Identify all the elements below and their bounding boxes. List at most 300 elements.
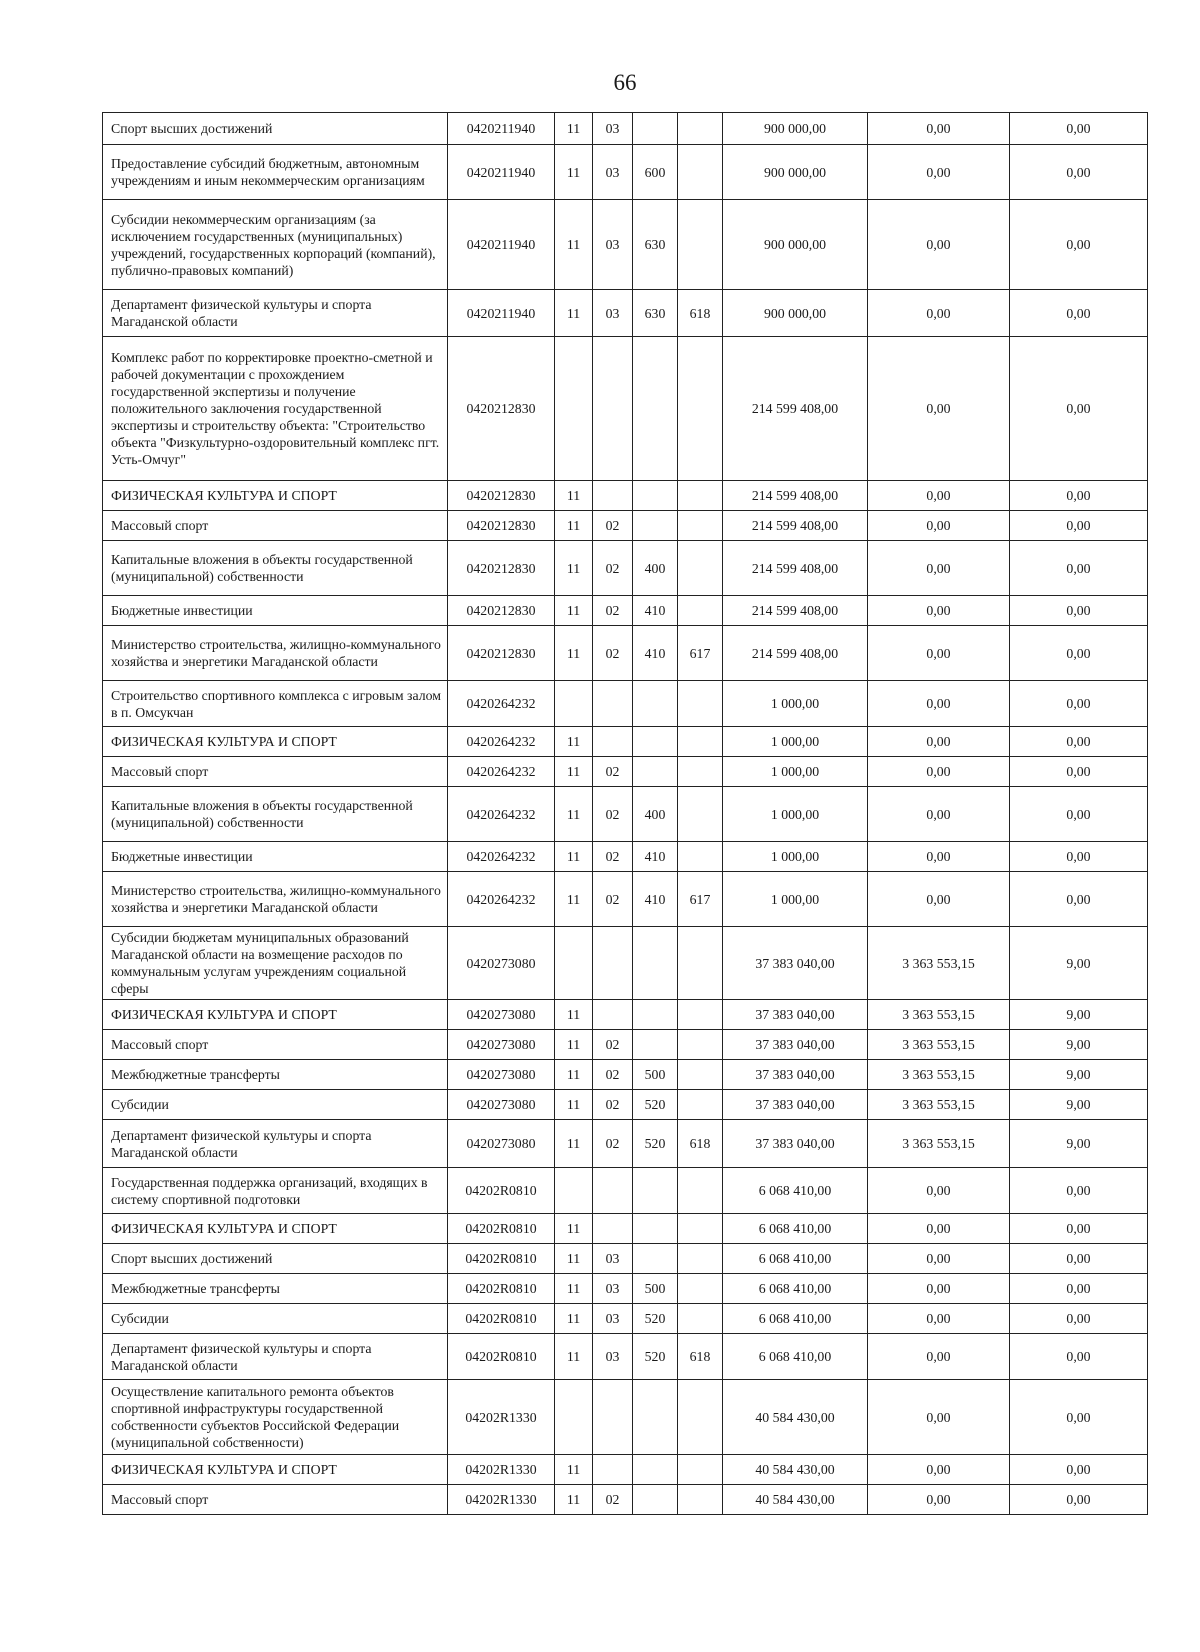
target-article-code-cell: 04202R1330 xyxy=(448,1455,555,1485)
table-row xyxy=(103,1060,1148,1090)
planned-amount-cell: 6 068 410,00 xyxy=(723,1304,868,1334)
table-row xyxy=(103,1380,1148,1455)
planned-amount-cell: 37 383 040,00 xyxy=(723,1090,868,1120)
administrator-code-cell xyxy=(678,727,723,757)
execution-percent-cell: 0,00 xyxy=(1010,1455,1148,1485)
table-row xyxy=(103,727,1148,757)
target-article-code-cell: 0420211940 xyxy=(448,200,555,290)
subsection-code-cell: 02 xyxy=(593,1060,633,1090)
planned-amount-cell: 214 599 408,00 xyxy=(723,337,868,481)
planned-amount-cell: 6 068 410,00 xyxy=(723,1334,868,1380)
section-code-cell: 11 xyxy=(555,1485,593,1515)
row-name-cell: Капитальные вложения в объекты государственной (муниципальной) собственности xyxy=(103,541,448,596)
subsection-code-cell: 03 xyxy=(593,1334,633,1380)
execution-percent-cell: 9,00 xyxy=(1010,927,1148,1000)
executed-amount-cell: 3 363 553,15 xyxy=(868,927,1010,1000)
table-row xyxy=(103,872,1148,927)
budget-table-body xyxy=(103,113,1148,1515)
expense-type-code-cell: 520 xyxy=(633,1120,678,1168)
execution-percent-cell: 0,00 xyxy=(1010,681,1148,727)
row-name-cell: ФИЗИЧЕСКАЯ КУЛЬТУРА И СПОРТ xyxy=(103,481,448,511)
subsection-code-cell: 02 xyxy=(593,757,633,787)
expense-type-code-cell: 520 xyxy=(633,1334,678,1380)
row-name-cell: Министерство строительства, жилищно-коммунального хозяйства и энергетики Магаданской области xyxy=(103,872,448,927)
subsection-code-cell: 03 xyxy=(593,113,633,145)
section-code-cell: 11 xyxy=(555,113,593,145)
subsection-code-cell: 03 xyxy=(593,1244,633,1274)
executed-amount-cell: 0,00 xyxy=(868,200,1010,290)
row-name-cell: Предоставление субсидий бюджетным, автономным учреждениям и иным некоммерческим организациям xyxy=(103,145,448,200)
expense-type-code-cell: 600 xyxy=(633,145,678,200)
subsection-code-cell xyxy=(593,1214,633,1244)
table-row xyxy=(103,1000,1148,1030)
execution-percent-cell: 0,00 xyxy=(1010,596,1148,626)
section-code-cell: 11 xyxy=(555,842,593,872)
executed-amount-cell: 0,00 xyxy=(868,787,1010,842)
planned-amount-cell: 1 000,00 xyxy=(723,757,868,787)
table-row xyxy=(103,596,1148,626)
target-article-code-cell: 04202R0810 xyxy=(448,1214,555,1244)
section-code-cell: 11 xyxy=(555,1060,593,1090)
row-name-cell: Субсидии бюджетам муниципальных образований Магаданской области на возмещение расходов по коммунальным услугам учреждениям социальной сферы xyxy=(103,927,448,1000)
table-row xyxy=(103,1455,1148,1485)
expense-type-code-cell: 410 xyxy=(633,626,678,681)
execution-percent-cell: 0,00 xyxy=(1010,626,1148,681)
subsection-code-cell: 03 xyxy=(593,145,633,200)
expense-type-code-cell xyxy=(633,681,678,727)
table-row xyxy=(103,1030,1148,1060)
execution-percent-cell: 0,00 xyxy=(1010,727,1148,757)
administrator-code-cell xyxy=(678,1000,723,1030)
row-name-cell: Департамент физической культуры и спорта Магаданской области xyxy=(103,1334,448,1380)
section-code-cell: 11 xyxy=(555,626,593,681)
execution-percent-cell: 0,00 xyxy=(1010,113,1148,145)
subsection-code-cell: 02 xyxy=(593,787,633,842)
execution-percent-cell: 0,00 xyxy=(1010,1168,1148,1214)
row-name-cell: Министерство строительства, жилищно-коммунального хозяйства и энергетики Магаданской области xyxy=(103,626,448,681)
row-name-cell: ФИЗИЧЕСКАЯ КУЛЬТУРА И СПОРТ xyxy=(103,727,448,757)
target-article-code-cell: 0420264232 xyxy=(448,872,555,927)
expense-type-code-cell: 400 xyxy=(633,787,678,842)
administrator-code-cell xyxy=(678,1244,723,1274)
section-code-cell xyxy=(555,927,593,1000)
execution-percent-cell: 9,00 xyxy=(1010,1120,1148,1168)
executed-amount-cell: 0,00 xyxy=(868,842,1010,872)
expense-type-code-cell xyxy=(633,757,678,787)
section-code-cell: 11 xyxy=(555,757,593,787)
subsection-code-cell xyxy=(593,727,633,757)
executed-amount-cell: 0,00 xyxy=(868,1455,1010,1485)
administrator-code-cell xyxy=(678,337,723,481)
table-row xyxy=(103,1214,1148,1244)
table-row xyxy=(103,145,1148,200)
subsection-code-cell xyxy=(593,1380,633,1455)
planned-amount-cell: 40 584 430,00 xyxy=(723,1380,868,1455)
administrator-code-cell xyxy=(678,1455,723,1485)
subsection-code-cell: 03 xyxy=(593,1274,633,1304)
subsection-code-cell: 02 xyxy=(593,1030,633,1060)
expense-type-code-cell: 410 xyxy=(633,872,678,927)
planned-amount-cell: 40 584 430,00 xyxy=(723,1455,868,1485)
target-article-code-cell: 0420212830 xyxy=(448,337,555,481)
row-name-cell: Осуществление капитального ремонта объектов спортивной инфраструктуры государственной собственности субъектов Российской Федерации (муниципальной собственности) xyxy=(103,1380,448,1455)
row-name-cell: Массовый спорт xyxy=(103,757,448,787)
subsection-code-cell: 02 xyxy=(593,1120,633,1168)
row-name-cell: Департамент физической культуры и спорта Магаданской области xyxy=(103,1120,448,1168)
target-article-code-cell: 04202R0810 xyxy=(448,1274,555,1304)
row-name-cell: Субсидии некоммерческим организациям (за исключением государственных (муниципальных) учреждений, государственных корпораций (компаний), публично-правовых компаний) xyxy=(103,200,448,290)
planned-amount-cell: 214 599 408,00 xyxy=(723,481,868,511)
executed-amount-cell: 0,00 xyxy=(868,1274,1010,1304)
execution-percent-cell: 0,00 xyxy=(1010,872,1148,927)
execution-percent-cell: 0,00 xyxy=(1010,787,1148,842)
subsection-code-cell: 02 xyxy=(593,626,633,681)
execution-percent-cell: 0,00 xyxy=(1010,1380,1148,1455)
expense-type-code-cell xyxy=(633,1485,678,1515)
executed-amount-cell: 0,00 xyxy=(868,596,1010,626)
subsection-code-cell: 03 xyxy=(593,200,633,290)
administrator-code-cell xyxy=(678,113,723,145)
target-article-code-cell: 0420264232 xyxy=(448,787,555,842)
target-article-code-cell: 04202R1330 xyxy=(448,1380,555,1455)
expense-type-code-cell xyxy=(633,337,678,481)
planned-amount-cell: 37 383 040,00 xyxy=(723,1060,868,1090)
section-code-cell xyxy=(555,337,593,481)
expense-type-code-cell xyxy=(633,927,678,1000)
executed-amount-cell: 0,00 xyxy=(868,481,1010,511)
section-code-cell: 11 xyxy=(555,511,593,541)
table-row xyxy=(103,1244,1148,1274)
section-code-cell: 11 xyxy=(555,1000,593,1030)
administrator-code-cell xyxy=(678,787,723,842)
expense-type-code-cell: 410 xyxy=(633,596,678,626)
expense-type-code-cell: 500 xyxy=(633,1274,678,1304)
target-article-code-cell: 0420264232 xyxy=(448,757,555,787)
table-row xyxy=(103,511,1148,541)
row-name-cell: Межбюджетные трансферты xyxy=(103,1274,448,1304)
target-article-code-cell: 0420273080 xyxy=(448,1120,555,1168)
row-name-cell: Субсидии xyxy=(103,1090,448,1120)
executed-amount-cell: 0,00 xyxy=(868,1244,1010,1274)
section-code-cell: 11 xyxy=(555,1334,593,1380)
row-name-cell: Департамент физической культуры и спорта Магаданской области xyxy=(103,290,448,337)
subsection-code-cell: 03 xyxy=(593,1304,633,1334)
administrator-code-cell: 617 xyxy=(678,626,723,681)
executed-amount-cell: 3 363 553,15 xyxy=(868,1120,1010,1168)
section-code-cell: 11 xyxy=(555,541,593,596)
execution-percent-cell: 9,00 xyxy=(1010,1000,1148,1030)
planned-amount-cell: 1 000,00 xyxy=(723,681,868,727)
section-code-cell: 11 xyxy=(555,787,593,842)
subsection-code-cell: 02 xyxy=(593,541,633,596)
expense-type-code-cell xyxy=(633,1030,678,1060)
executed-amount-cell: 0,00 xyxy=(868,872,1010,927)
execution-percent-cell: 0,00 xyxy=(1010,1485,1148,1515)
table-row xyxy=(103,113,1148,145)
planned-amount-cell: 40 584 430,00 xyxy=(723,1485,868,1515)
expense-type-code-cell xyxy=(633,1380,678,1455)
planned-amount-cell: 214 599 408,00 xyxy=(723,511,868,541)
target-article-code-cell: 0420264232 xyxy=(448,727,555,757)
administrator-code-cell xyxy=(678,1380,723,1455)
administrator-code-cell xyxy=(678,1485,723,1515)
administrator-code-cell xyxy=(678,1168,723,1214)
expense-type-code-cell xyxy=(633,1244,678,1274)
planned-amount-cell: 6 068 410,00 xyxy=(723,1168,868,1214)
subsection-code-cell: 02 xyxy=(593,842,633,872)
target-article-code-cell: 04202R0810 xyxy=(448,1244,555,1274)
table-row xyxy=(103,337,1148,481)
target-article-code-cell: 04202R1330 xyxy=(448,1485,555,1515)
administrator-code-cell xyxy=(678,1214,723,1244)
administrator-code-cell xyxy=(678,596,723,626)
expense-type-code-cell: 630 xyxy=(633,290,678,337)
execution-percent-cell: 0,00 xyxy=(1010,145,1148,200)
executed-amount-cell: 3 363 553,15 xyxy=(868,1090,1010,1120)
administrator-code-cell xyxy=(678,1060,723,1090)
target-article-code-cell: 0420264232 xyxy=(448,842,555,872)
row-name-cell: Массовый спорт xyxy=(103,511,448,541)
expense-type-code-cell xyxy=(633,481,678,511)
target-article-code-cell: 0420212830 xyxy=(448,541,555,596)
section-code-cell: 11 xyxy=(555,145,593,200)
table-row xyxy=(103,1168,1148,1214)
target-article-code-cell: 0420212830 xyxy=(448,596,555,626)
section-code-cell: 11 xyxy=(555,727,593,757)
execution-percent-cell: 0,00 xyxy=(1010,511,1148,541)
table-row xyxy=(103,787,1148,842)
row-name-cell: Капитальные вложения в объекты государственной (муниципальной) собственности xyxy=(103,787,448,842)
administrator-code-cell: 618 xyxy=(678,1120,723,1168)
executed-amount-cell: 0,00 xyxy=(868,681,1010,727)
row-name-cell: Межбюджетные трансферты xyxy=(103,1060,448,1090)
target-article-code-cell: 0420212830 xyxy=(448,511,555,541)
target-article-code-cell: 04202R0810 xyxy=(448,1334,555,1380)
executed-amount-cell: 3 363 553,15 xyxy=(868,1030,1010,1060)
planned-amount-cell: 214 599 408,00 xyxy=(723,596,868,626)
section-code-cell: 11 xyxy=(555,1090,593,1120)
administrator-code-cell xyxy=(678,1030,723,1060)
page-number: 66 xyxy=(613,70,637,95)
administrator-code-cell xyxy=(678,681,723,727)
table-row xyxy=(103,541,1148,596)
planned-amount-cell: 900 000,00 xyxy=(723,145,868,200)
administrator-code-cell xyxy=(678,1304,723,1334)
subsection-code-cell: 02 xyxy=(593,511,633,541)
section-code-cell: 11 xyxy=(555,1455,593,1485)
table-row xyxy=(103,481,1148,511)
table-row xyxy=(103,1485,1148,1515)
row-name-cell: Спорт высших достижений xyxy=(103,1244,448,1274)
row-name-cell: ФИЗИЧЕСКАЯ КУЛЬТУРА И СПОРТ xyxy=(103,1455,448,1485)
planned-amount-cell: 37 383 040,00 xyxy=(723,927,868,1000)
executed-amount-cell: 3 363 553,15 xyxy=(868,1000,1010,1030)
planned-amount-cell: 6 068 410,00 xyxy=(723,1244,868,1274)
row-name-cell: Субсидии xyxy=(103,1304,448,1334)
administrator-code-cell xyxy=(678,541,723,596)
executed-amount-cell: 0,00 xyxy=(868,1380,1010,1455)
expense-type-code-cell xyxy=(633,1168,678,1214)
section-code-cell: 11 xyxy=(555,1030,593,1060)
section-code-cell xyxy=(555,1168,593,1214)
administrator-code-cell: 617 xyxy=(678,872,723,927)
planned-amount-cell: 1 000,00 xyxy=(723,787,868,842)
target-article-code-cell: 0420273080 xyxy=(448,1090,555,1120)
subsection-code-cell: 03 xyxy=(593,290,633,337)
planned-amount-cell: 900 000,00 xyxy=(723,113,868,145)
expense-type-code-cell: 630 xyxy=(633,200,678,290)
expense-type-code-cell: 520 xyxy=(633,1090,678,1120)
planned-amount-cell: 37 383 040,00 xyxy=(723,1120,868,1168)
row-name-cell: ФИЗИЧЕСКАЯ КУЛЬТУРА И СПОРТ xyxy=(103,1214,448,1244)
execution-percent-cell: 0,00 xyxy=(1010,481,1148,511)
execution-percent-cell: 9,00 xyxy=(1010,1030,1148,1060)
section-code-cell: 11 xyxy=(555,1120,593,1168)
execution-percent-cell: 0,00 xyxy=(1010,1304,1148,1334)
planned-amount-cell: 6 068 410,00 xyxy=(723,1214,868,1244)
row-name-cell: Массовый спорт xyxy=(103,1485,448,1515)
expense-type-code-cell: 500 xyxy=(633,1060,678,1090)
planned-amount-cell: 214 599 408,00 xyxy=(723,626,868,681)
target-article-code-cell: 0420273080 xyxy=(448,1060,555,1090)
execution-percent-cell: 9,00 xyxy=(1010,1090,1148,1120)
execution-percent-cell: 0,00 xyxy=(1010,1334,1148,1380)
row-name-cell: Бюджетные инвестиции xyxy=(103,842,448,872)
subsection-code-cell: 02 xyxy=(593,1090,633,1120)
section-code-cell: 11 xyxy=(555,290,593,337)
target-article-code-cell: 04202R0810 xyxy=(448,1304,555,1334)
executed-amount-cell: 0,00 xyxy=(868,1214,1010,1244)
expense-type-code-cell: 410 xyxy=(633,842,678,872)
subsection-code-cell xyxy=(593,1455,633,1485)
target-article-code-cell: 0420212830 xyxy=(448,626,555,681)
expense-type-code-cell: 520 xyxy=(633,1304,678,1334)
administrator-code-cell: 618 xyxy=(678,290,723,337)
table-row xyxy=(103,290,1148,337)
target-article-code-cell: 0420211940 xyxy=(448,113,555,145)
subsection-code-cell: 02 xyxy=(593,1485,633,1515)
executed-amount-cell: 0,00 xyxy=(868,727,1010,757)
execution-percent-cell: 0,00 xyxy=(1010,290,1148,337)
target-article-code-cell: 0420264232 xyxy=(448,681,555,727)
expense-type-code-cell xyxy=(633,1000,678,1030)
executed-amount-cell: 0,00 xyxy=(868,511,1010,541)
administrator-code-cell xyxy=(678,481,723,511)
planned-amount-cell: 1 000,00 xyxy=(723,872,868,927)
section-code-cell: 11 xyxy=(555,1244,593,1274)
section-code-cell xyxy=(555,681,593,727)
administrator-code-cell xyxy=(678,927,723,1000)
expense-type-code-cell xyxy=(633,1455,678,1485)
execution-percent-cell: 0,00 xyxy=(1010,541,1148,596)
subsection-code-cell xyxy=(593,337,633,481)
administrator-code-cell xyxy=(678,842,723,872)
table-row xyxy=(103,927,1148,1000)
executed-amount-cell: 0,00 xyxy=(868,290,1010,337)
expense-type-code-cell xyxy=(633,511,678,541)
planned-amount-cell: 6 068 410,00 xyxy=(723,1274,868,1304)
section-code-cell: 11 xyxy=(555,200,593,290)
executed-amount-cell: 0,00 xyxy=(868,541,1010,596)
executed-amount-cell: 0,00 xyxy=(868,337,1010,481)
executed-amount-cell: 0,00 xyxy=(868,757,1010,787)
execution-percent-cell: 9,00 xyxy=(1010,1060,1148,1090)
planned-amount-cell: 37 383 040,00 xyxy=(723,1000,868,1030)
planned-amount-cell: 1 000,00 xyxy=(723,842,868,872)
expense-type-code-cell xyxy=(633,113,678,145)
row-name-cell: ФИЗИЧЕСКАЯ КУЛЬТУРА И СПОРТ xyxy=(103,1000,448,1030)
administrator-code-cell xyxy=(678,511,723,541)
table-row xyxy=(103,757,1148,787)
subsection-code-cell xyxy=(593,481,633,511)
planned-amount-cell: 214 599 408,00 xyxy=(723,541,868,596)
row-name-cell: Государственная поддержка организаций, входящих в систему спортивной подготовки xyxy=(103,1168,448,1214)
subsection-code-cell xyxy=(593,927,633,1000)
subsection-code-cell xyxy=(593,681,633,727)
expense-type-code-cell xyxy=(633,1214,678,1244)
section-code-cell: 11 xyxy=(555,1304,593,1334)
executed-amount-cell: 3 363 553,15 xyxy=(868,1060,1010,1090)
subsection-code-cell xyxy=(593,1168,633,1214)
executed-amount-cell: 0,00 xyxy=(868,145,1010,200)
execution-percent-cell: 0,00 xyxy=(1010,1274,1148,1304)
administrator-code-cell xyxy=(678,757,723,787)
table-row xyxy=(103,1334,1148,1380)
executed-amount-cell: 0,00 xyxy=(868,626,1010,681)
planned-amount-cell: 900 000,00 xyxy=(723,290,868,337)
section-code-cell: 11 xyxy=(555,596,593,626)
execution-percent-cell: 0,00 xyxy=(1010,200,1148,290)
executed-amount-cell: 0,00 xyxy=(868,1485,1010,1515)
table-row xyxy=(103,200,1148,290)
administrator-code-cell: 618 xyxy=(678,1334,723,1380)
target-article-code-cell: 0420211940 xyxy=(448,145,555,200)
executed-amount-cell: 0,00 xyxy=(868,113,1010,145)
target-article-code-cell: 0420211940 xyxy=(448,290,555,337)
executed-amount-cell: 0,00 xyxy=(868,1334,1010,1380)
target-article-code-cell: 0420273080 xyxy=(448,927,555,1000)
target-article-code-cell: 0420273080 xyxy=(448,1000,555,1030)
row-name-cell: Спорт высших достижений xyxy=(103,113,448,145)
section-code-cell: 11 xyxy=(555,481,593,511)
table-row xyxy=(103,1304,1148,1334)
execution-percent-cell: 0,00 xyxy=(1010,842,1148,872)
target-article-code-cell: 04202R0810 xyxy=(448,1168,555,1214)
section-code-cell: 11 xyxy=(555,872,593,927)
planned-amount-cell: 37 383 040,00 xyxy=(723,1030,868,1060)
section-code-cell: 11 xyxy=(555,1274,593,1304)
table-row xyxy=(103,626,1148,681)
administrator-code-cell xyxy=(678,145,723,200)
target-article-code-cell: 0420273080 xyxy=(448,1030,555,1060)
subsection-code-cell: 02 xyxy=(593,872,633,927)
row-name-cell: Строительство спортивного комплекса с игровым залом в п. Омсукчан xyxy=(103,681,448,727)
executed-amount-cell: 0,00 xyxy=(868,1168,1010,1214)
executed-amount-cell: 0,00 xyxy=(868,1304,1010,1334)
row-name-cell: Комплекс работ по корректировке проектно-сметной и рабочей документации с прохождением государственной экспертизы и получение положительного заключения государственной экспертизы и строительству объекта: "Строительство объекта "Физкультурно-оздоровительный комплекс пгт. Усть-Омчуг" xyxy=(103,337,448,481)
execution-percent-cell: 0,00 xyxy=(1010,1214,1148,1244)
administrator-code-cell xyxy=(678,1090,723,1120)
target-article-code-cell: 0420212830 xyxy=(448,481,555,511)
table-row xyxy=(103,842,1148,872)
administrator-code-cell xyxy=(678,200,723,290)
execution-percent-cell: 0,00 xyxy=(1010,757,1148,787)
row-name-cell: Массовый спорт xyxy=(103,1030,448,1060)
table-row xyxy=(103,1090,1148,1120)
planned-amount-cell: 1 000,00 xyxy=(723,727,868,757)
budget-table xyxy=(102,112,1148,1515)
table-row xyxy=(103,1274,1148,1304)
